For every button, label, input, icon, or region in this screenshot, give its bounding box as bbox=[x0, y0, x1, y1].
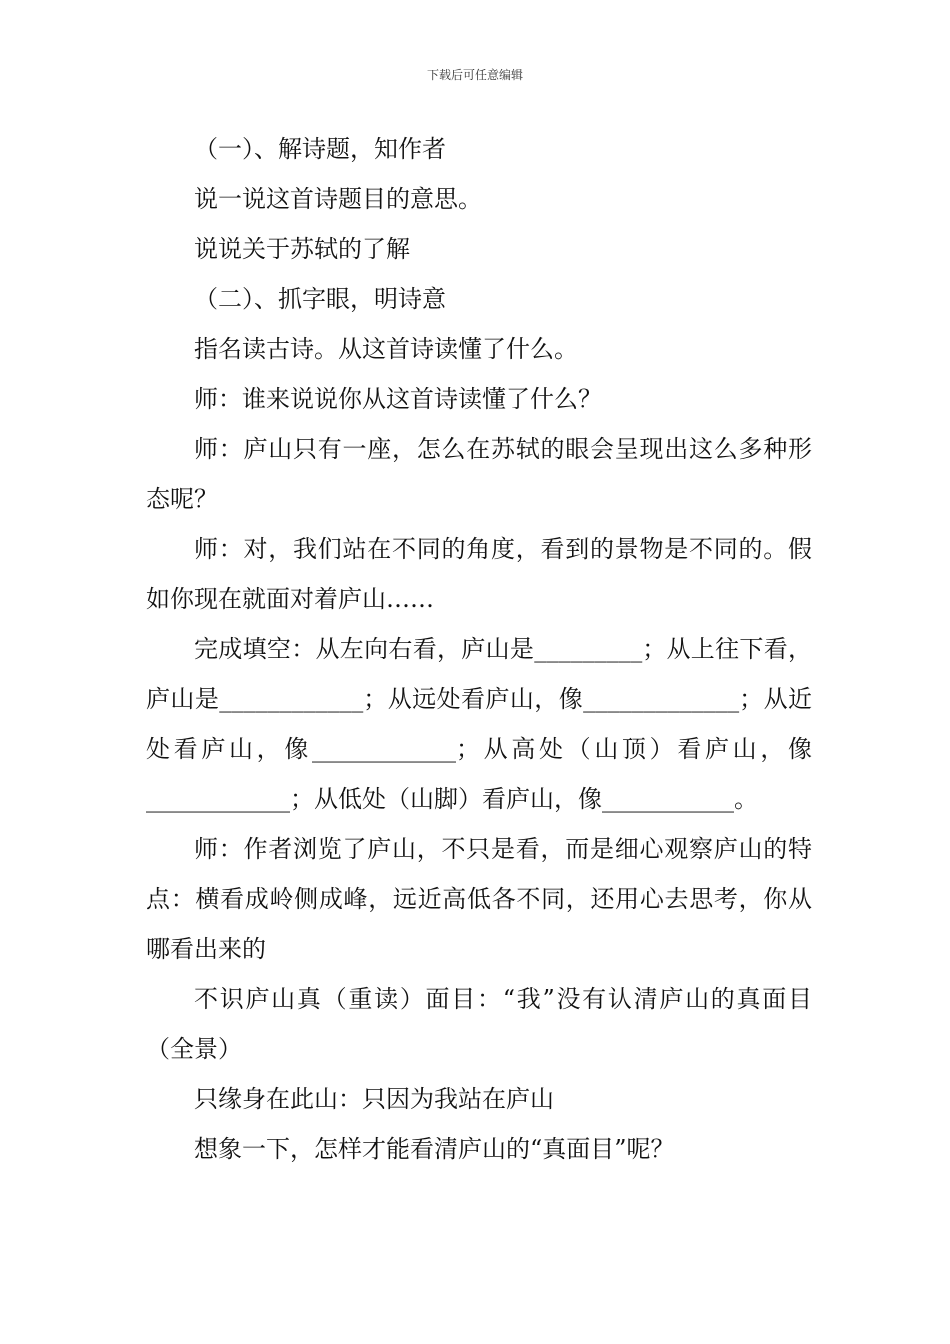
paragraph: 指名读古诗。从这首诗读懂了什么。 bbox=[194, 335, 578, 363]
paragraph: 师：谁来说说你从这首诗读懂了什么？ bbox=[194, 385, 602, 413]
document-body bbox=[146, 124, 812, 1174]
paragraph: 说说关于苏轼的了解 bbox=[194, 235, 410, 263]
paragraph: 说一说这首诗题目的意思。 bbox=[194, 185, 482, 213]
paragraph: 师：作者浏览了庐山，不只是看，而是细心观察庐山的特点：横看成岭侧成峰，远近高低各不同，还用心去思考，你从哪看出来的 bbox=[146, 835, 812, 963]
paragraph: 师：对，我们站在不同的角度，看到的景物是不同的。假如你现在就面对着庐山…… bbox=[146, 535, 812, 613]
paragraph: 只缘身在此山：只因为我站在庐山 bbox=[194, 1085, 554, 1113]
paragraph: 不识庐山真（重读）面目：“我”没有认清庐山的真面目（全景） bbox=[146, 985, 812, 1063]
section-heading-2: （二）、抓字眼，明诗意 bbox=[194, 285, 446, 313]
fill-in-blank-paragraph: 完成填空：从左向右看，庐山是_________；从上往下看，庐山是____________；从远处看庐山，像_____________；从近处看庐山，像____________；从高处（山顶）看庐山，像____________；从低处（山脚）看庐山，像___________。 bbox=[146, 635, 812, 813]
paragraph: 想象一下，怎样才能看清庐山的“真面目”呢？ bbox=[194, 1135, 675, 1163]
page-header: 下载后可任意编辑 bbox=[426, 68, 523, 82]
section-heading-1: （一）、解诗题，知作者 bbox=[194, 135, 446, 163]
paragraph: 师：庐山只有一座，怎么在苏轼的眼会呈现出这么多种形态呢？ bbox=[146, 435, 812, 513]
